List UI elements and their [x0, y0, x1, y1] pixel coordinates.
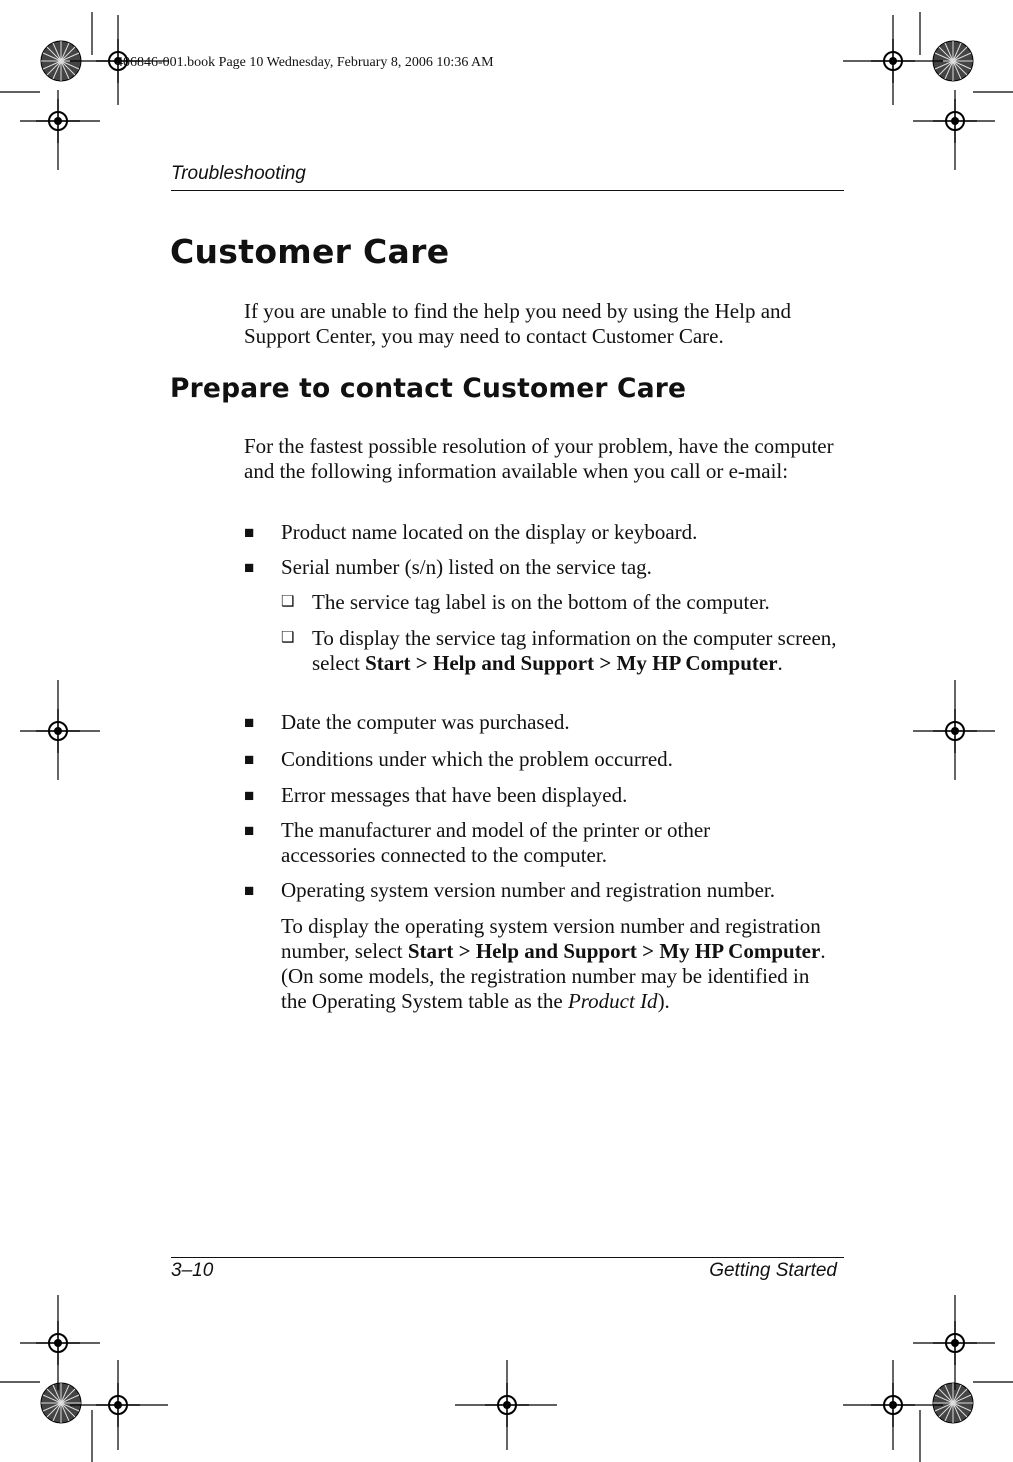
bullet-square-icon: ■ [244, 881, 255, 900]
book-title: Getting Started [709, 1260, 837, 1281]
page-number: 3–10 [171, 1260, 214, 1281]
bullet-square-icon: ■ [244, 786, 255, 805]
header-rule [171, 190, 844, 191]
footer-rule [171, 1257, 844, 1258]
lead-paragraph: For the fastest possible resolution of your problem, have the computer and the following information available when you call or e-mail: [244, 434, 834, 483]
intro-paragraph: If you are unable to find the help you need by using the Help and Support Center, you may need to contact Customer Care. [244, 299, 792, 348]
section-heading: Customer Care [170, 232, 450, 271]
bullet-square-icon: ■ [244, 750, 255, 769]
running-head: Troubleshooting [171, 163, 306, 184]
bullet-square-icon: ■ [244, 821, 255, 840]
book-file-stamp: 406846-001.book Page 10 Wednesday, February 8, 2006 10:36 AM [116, 55, 494, 70]
product-id-term: Product Id [567, 989, 658, 1013]
bullet-square-icon: ■ [244, 713, 255, 732]
os-note-paragraph: To display the operating system version number and registration number, select Start > Help and Support > My HP Computer. (On some models, the registration number may be identified in the Operating System table as the Product Id). [281, 914, 826, 1013]
bullet-square-icon: ■ [244, 558, 255, 577]
subsection-heading: Prepare to contact Customer Care [170, 373, 687, 404]
checkbox-bullet-icon: ❑ [281, 594, 295, 610]
checkbox-bullet-icon: ❑ [281, 630, 295, 646]
bullet-square-icon: ■ [244, 523, 255, 542]
menu-path: Start > Help and Support > My HP Computer [407, 939, 821, 963]
menu-path: Start > Help and Support > My HP Computer [365, 651, 778, 675]
